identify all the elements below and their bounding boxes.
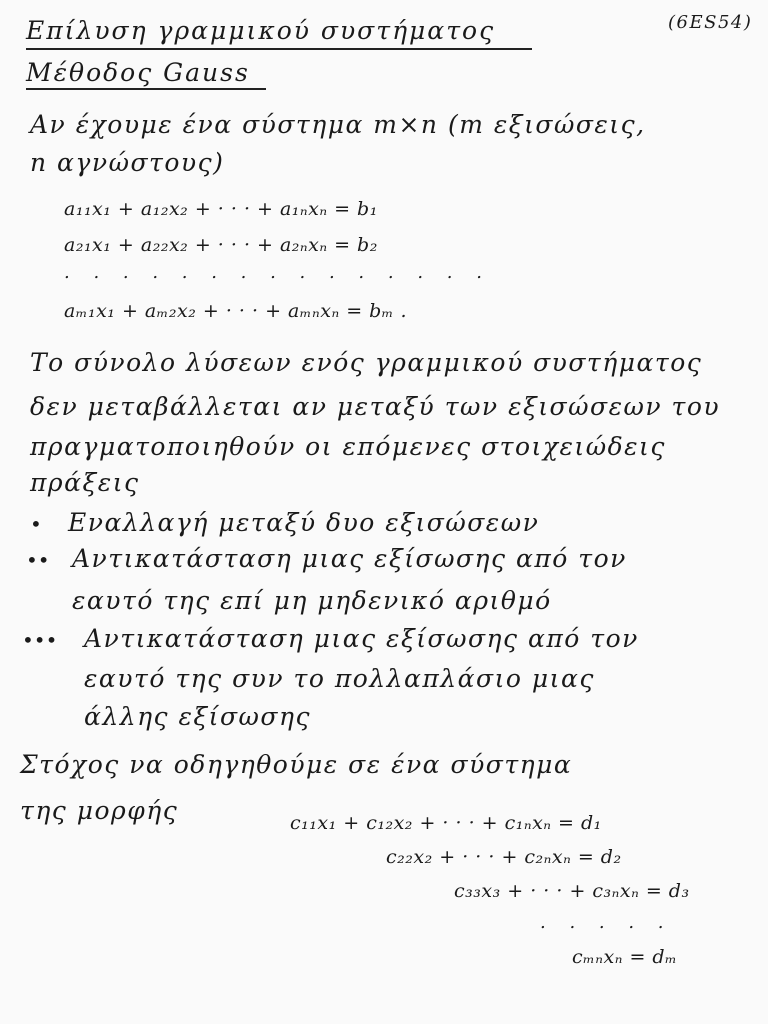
target-eq1: c₁₁x₁ + c₁₂x₂ + · · · + c₁ₙxₙ = d₁ xyxy=(290,812,602,834)
title-underline-1 xyxy=(26,48,532,50)
paragraph-line1: Το σύνολο λύσεων ενός γραμμικού συστήματος xyxy=(30,348,703,377)
operation-2-line1: Αντικατάσταση μιας εξίσωσης από τον xyxy=(72,544,627,573)
bullet-2: •• xyxy=(26,548,50,572)
system-dots: . . . . . . . . . . . . . . . xyxy=(64,262,491,283)
title-line1: Επίλυση γραμμικού συστήματος xyxy=(26,16,496,45)
operation-3-line3: άλλης εξίσωσης xyxy=(84,702,311,731)
target-eq4: cₘₙxₙ = dₘ xyxy=(572,946,678,968)
operation-2-line2: εαυτό της επί μη μηδενικό αριθμό xyxy=(72,586,552,615)
system-eq2: a₂₁x₁ + a₂₂x₂ + · · · + a₂ₙxₙ = b₂ xyxy=(64,234,378,256)
operation-3-line1: Αντικατάσταση μιας εξίσωσης από τον xyxy=(84,624,639,653)
page-code: (6ES54) xyxy=(668,12,753,33)
paragraph-line3: πραγματοποιηθούν οι επόμενες στοιχειώδεις xyxy=(30,432,666,461)
system-eq3: aₘ₁x₁ + aₘ₂x₂ + · · · + aₘₙxₙ = bₘ . xyxy=(64,300,408,322)
intro-line1: Αν έχουμε ένα σύστημα m×n (m εξισώσεις, xyxy=(30,110,646,139)
intro-line2: n αγνώστους) xyxy=(30,148,225,177)
bullet-1: • xyxy=(30,512,42,536)
paragraph-line4: πράξεις xyxy=(30,468,140,497)
operation-3-line2: εαυτό της συν το πολλαπλάσιο μιας xyxy=(84,664,595,693)
target-eq3: c₃₃x₃ + · · · + c₃ₙxₙ = d₃ xyxy=(454,880,690,902)
goal-line2: της μορφής xyxy=(20,796,179,825)
target-eq2: c₂₂x₂ + · · · + c₂ₙxₙ = d₂ xyxy=(386,846,622,868)
operation-1-line1: Εναλλαγή μεταξύ δυο εξισώσεων xyxy=(68,508,540,537)
title-line2: Μέθοδος Gauss xyxy=(26,58,250,87)
paragraph-line2: δεν μεταβάλλεται αν μεταξύ των εξισώσεων του xyxy=(30,392,721,421)
goal-line1: Στόχος να οδηγηθούμε σε ένα σύστημα xyxy=(20,750,573,779)
system-eq1: a₁₁x₁ + a₁₂x₂ + · · · + a₁ₙxₙ = b₁ xyxy=(64,198,378,220)
bullet-3: ••• xyxy=(22,628,58,652)
target-dots: . . . . . xyxy=(540,912,673,933)
title-underline-2 xyxy=(26,88,266,90)
